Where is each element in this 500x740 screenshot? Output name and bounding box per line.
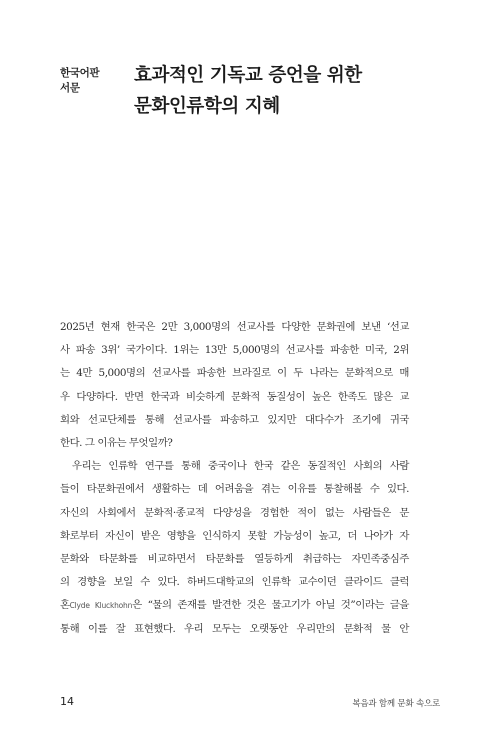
body-line: 우 다양하다. 반면 한국과 비슷하게 문화적 동질성이 높은 한족도 많은 교 xyxy=(60,390,409,403)
page-number: 14 xyxy=(60,695,74,708)
body-line: 회와 선교단체를 통해 선교사를 파송하고 있지만 대다수가 조기에 귀국 xyxy=(60,413,409,426)
body-line: 는 4만 5,000명의 선교사를 파송한 브라질로 이 두 나라는 문화적으로 매 xyxy=(60,367,409,380)
body-line: 화로부터 자신이 받은 영향을 인식하지 못할 가능성이 높고, 더 나아가 자 xyxy=(60,529,409,542)
body-line: 우리는 인류학 연구를 통해 중국이나 한국 같은 동질적인 사회의 사람 xyxy=(72,460,409,473)
body-text xyxy=(60,316,409,641)
body-line: 사 파송 3위’ 국가이다. 1위는 13만 5,000명의 선교사를 파송한 미국, 2위 xyxy=(60,344,409,357)
running-footer: 복음과 함께 문화 속으로 xyxy=(352,699,440,709)
section-label-line-1: 한국어판 xyxy=(60,67,100,79)
clyde-kluckhohn-name: Clyde Kluckhohn xyxy=(69,601,133,611)
chapter-title-line-1: 효과적인 기독교 증언을 위한 xyxy=(134,65,362,86)
body-line: 한다. 그 이유는 무엇일까? xyxy=(60,437,173,450)
chapter-title-line-2: 문화인류학의 지혜 xyxy=(134,96,280,117)
quote-tail: 은 “물의 존재를 발견한 것은 물고기가 아닐 것”이라는 글을 xyxy=(132,599,409,612)
body-line: 통해 이를 잘 표현했다. 우리 모두는 오랫동안 우리만의 문화적 물 안 xyxy=(60,622,409,635)
body-line: 들이 타문화권에서 생활하는 데 어려움을 겪는 이유를 통찰해볼 수 있다. xyxy=(60,483,409,496)
body-line: 자신의 사회에서 문화적·종교적 다양성을 경험한 적이 없는 사람들은 문 xyxy=(60,506,409,519)
body-line: 2025년 현재 한국은 2만 3,000명의 선교사를 다양한 문화권에 보낸 ‘선교 xyxy=(60,321,409,333)
clyde-prefix: 혼 xyxy=(60,599,70,612)
body-line-with-name xyxy=(60,594,409,617)
section-label xyxy=(60,66,99,96)
section-label-line-2: 서문 xyxy=(60,82,80,94)
body-line: 의 경향을 보일 수 있다. 하버드대학교의 인류학 교수이던 클라이드 클럭 xyxy=(60,576,409,589)
body-line: 문화와 타문화를 비교하면서 타문화를 열등하게 취급하는 자민족중심주 xyxy=(60,553,409,566)
chapter-title xyxy=(134,60,464,122)
